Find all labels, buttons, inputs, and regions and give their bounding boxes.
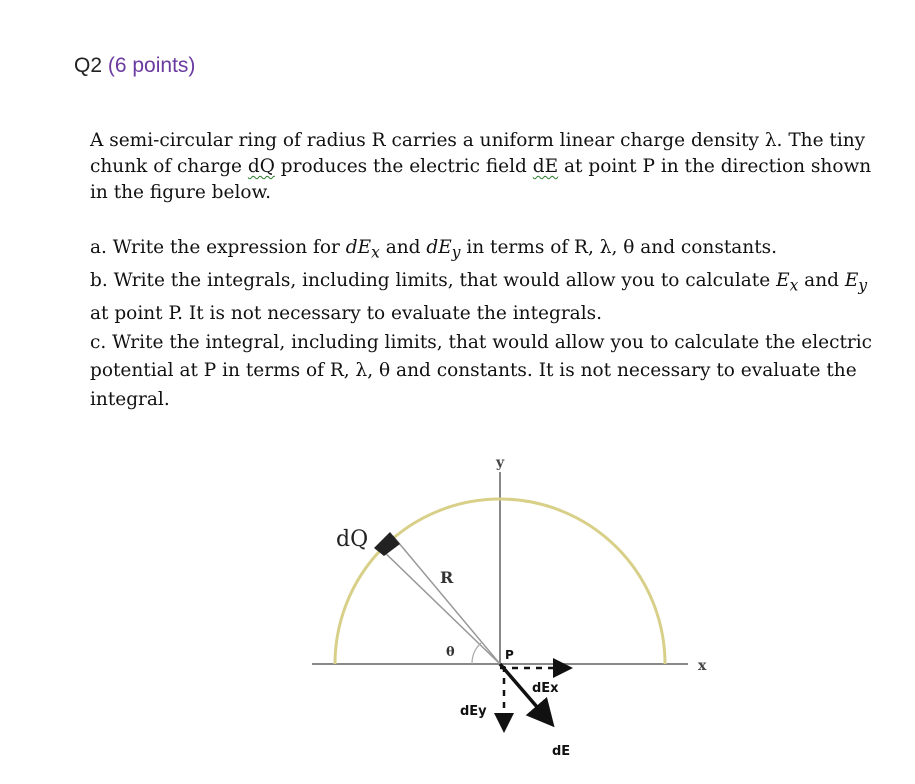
question-header — [74, 54, 195, 78]
dex-label: dEx — [532, 681, 559, 696]
x-axis-label: x — [698, 658, 707, 674]
part-a: a. Write the expression for $dE_x$ and $dE_y$ in terms of R, λ, θ and constants. — [90, 237, 778, 262]
part-b-var2: E — [844, 270, 859, 292]
angle-label: θ — [446, 645, 455, 660]
part-a-var2: dE — [426, 237, 452, 258]
part-b-var1: E — [776, 270, 790, 292]
question-parts — [90, 234, 880, 414]
intro-text-3: at point P in the direction shown in the figure below. — [90, 156, 872, 203]
point-label: P — [505, 648, 514, 662]
charge-label: dQ — [336, 527, 369, 552]
semicircle-figure — [300, 440, 720, 770]
angle-arc — [472, 643, 481, 664]
intro-paragraph — [90, 128, 880, 206]
part-a-var1: dE — [345, 237, 372, 258]
question-number: Q2 — [74, 54, 103, 77]
part-c: c. Write the integral, including limits, that would allow you to calculate the electric potential at P in terms of R, λ, θ and constants. It is not necessary to evaluate the integral. — [90, 331, 872, 410]
question-points: (6 points) — [107, 54, 196, 77]
dq-term: dQ — [247, 156, 275, 177]
part-b: b. Write the integrals, including limits, that would allow you to calculate $E_x$ and $E_y$ at point P. It is not necessary to evaluate the integrals. — [90, 270, 868, 325]
de-label: dE — [552, 744, 571, 759]
y-axis-label: y — [496, 455, 505, 471]
intro-text-1: A semi-circular ring of radius R carries a uniform linear charge density λ. The tiny chunk of charge — [90, 130, 866, 177]
de-term: dE — [532, 156, 559, 177]
radius-label: R — [440, 568, 454, 587]
intro-text-2: produces the electric field — [274, 156, 533, 177]
radius-line-1 — [378, 546, 500, 664]
dey-label: dEy — [460, 704, 487, 719]
